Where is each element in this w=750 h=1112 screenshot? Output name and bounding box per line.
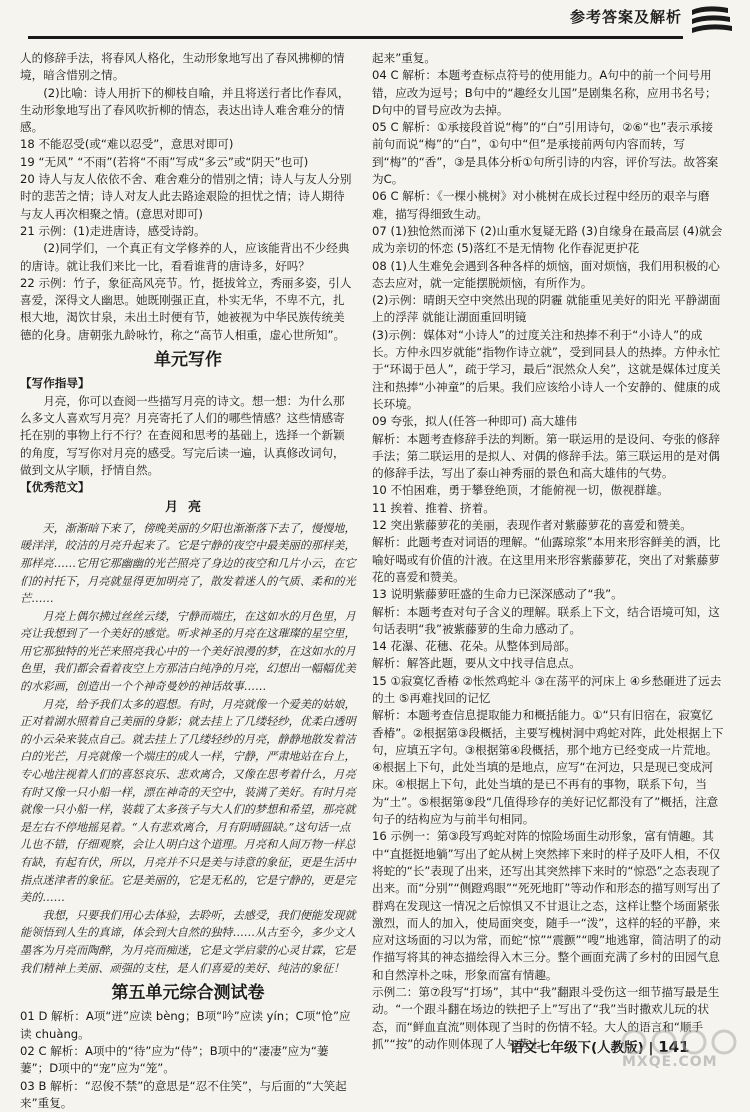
essay-paragraph: 天，渐渐暗下来了，傍晚美丽的夕阳也渐渐落下去了，慢慢地，暖洋洋，皎洁的月亮升起来了。它是宁静的夜空中最美丽的那样美，那样亮……它用它那幽幽的光芒照亮了身边的夜空和几片小云，在它们的衬托下，月亮就显得更加明亮了，散发着迷人的气质、柔和的光芒…… (20, 521, 356, 606)
answer-block: 解析：本题考查信息提取能力和概括能力。①“只有旧宿在，寂寞忆香椿”。②根据第③段概括，主要写槐树洞中鸡蛇对阵，此处根据上下句，应填五字句。③根据第④段概括，那个地方已经变成一片荒地。④根据上下句，此处当填的是地点，应写“在河边，只是现已变成河床。④根据上下句，此处当填的是已不再有的事物，联系下句，当为“土”。⑤根据第⑨段“几值得珍存的美好记忆都没有了”概括，注意句子的结构应为与前半句相同。 (372, 708, 724, 827)
section-title-writing: 单元写作 (154, 350, 222, 371)
essay-paragraph: 月亮，给予我们太多的遐想。有时，月亮就像一个爱美的姑娘，正对着湖水照着自己美丽的身影；就去挂上了几缕轻纱，优柔白透明的小云朵来装点自己。就去挂上了几缕轻纱的月亮，静静地散发着洁白的光芒，月亮就像一个端庄的成人一样，宁静，严肃地站在台上，专心地注视着人们的喜怒哀乐、悲欢离合，又像在思考着什么，月亮有时又像一只小船一样，漂在神奇的天空中，装满了美好。有时月亮就像一只小船一样，装载了太多孩子与大人们的梦想和希望，那亮就是左右不停地摇晃着。“人有悲欢离合，月有阴晴圆缺。”这句话一点儿也不错，仔细观察，会让人明白这个道理。月亮和人间万物一样总有缺，有起有伏，所以，月亮并不只是美与诗意的象征，更是生活中指点迷津者的象征。它是美丽的，它是无私的，它是宁静的，更是完美的…… (20, 697, 356, 905)
answer-block: 06 C 解析：《一棵小桃树》对小桃树在成长过程中经历的艰辛与磨难，描写得细致生动。 (372, 189, 710, 221)
essay-paragraph: 我想，只要我们用心去体验，去聆听，去感受，我们便能发现就能领悟到人生的真谛，体会到大自然的独特……从古至今，多少文人墨客为月亮而陶醉，为月亮而痴迷，它是文学启蒙的心灵甘霖，它是我们精神上美丽、顽强的支柱，是人们喜爱的美好、纯洁的象征！ (20, 908, 356, 975)
left-column (20, 50, 356, 1112)
book-logo-icon (688, 2, 734, 38)
answer-block: 10 不怕困难，勇于攀登绝顶，才能俯视一切，傲视群雄。 (372, 483, 669, 498)
answer-block: 解析：本题考查修辞手法的判断。第一联运用的是设问、夸张的修辞手法；第二联运用的是拟人、对偶的修辞手法。第三联运用的是对偶的修辞手法，写出了泰山神秀丽的景色和高大雄伟的气势。 (372, 431, 720, 481)
answer-block: 21 示例：(1)走进唐诗，感受诗韵。 (20, 223, 206, 238)
answer-block: 19 “无风” “不雨”(若将“不雨”写成“多云”或“阴天”也可) (20, 154, 309, 169)
answer-block: 18 不能忍受(或“难以忍受”，意思对即可) (20, 137, 234, 152)
answer-block: 20 诗人与友人依依不舍、难舍难分的惜别之情；诗人与友人分别时的悲苦之情；诗人对友人此去路途艰险的担忧之情；诗人期待与友人再次相聚之情。(意思对即可) (20, 172, 352, 221)
answer-block: 解析：本题考查对句子含义的理解。联系上下文，结合语境可知，这句话表明“我”被紫藤萝的生命力感动了。 (372, 604, 720, 636)
page-number: 141 (658, 1038, 690, 1056)
answer-block: 人的修辞手法，将春风人格化，生动形象地写出了春风拂柳的情境，暗含惜别之情。 (20, 51, 345, 83)
answer-block: (2)示例：晴朗天空中突然出现的阴霾 就能重见美好的阳光 平静湖面上的浮萍 就能让湖面重回明镜 (372, 293, 721, 325)
answer-block: 12 突出紫藤萝花的美丽，表现作者对紫藤萝花的喜爱和赞美。 (372, 518, 692, 533)
footer-book-title: 语文七年级下(人教版) (510, 1040, 644, 1056)
answer-block: 09 夸张，拟人(任答一种即可) 高大雄伟 (372, 414, 578, 429)
right-column (372, 50, 724, 1053)
answer-block: 11 挨着、推着、挤着。 (372, 500, 495, 515)
essay-body (20, 520, 356, 977)
answer-block: 03 B 解析：“忍俊不禁”的意思是“忍不住笑”，与后面的“大笑起来”重复。 (20, 1078, 347, 1110)
answer-block: 13 说明紫藤萝旺盛的生命力已深深感动了“我”。 (372, 587, 623, 602)
answer-block: (2)同学们，一个真正有文学修养的人，应该能背出不少经典的唐诗。就让我们来比一比，看看谁背的唐诗多，好吗？ (20, 241, 350, 273)
answer-block: 22 示例：竹子，象征高风亮节。竹，挺拔耸立，秀丽多姿，引人喜爱，深得文人幽思。她既刚强正直，朴实无华，不卑不亢，扎根大地，渴饮甘泉，未出土时便有节，她被视为中华民族传统美德的化身。唐朝张九龄咏竹，称之“高节人相重，虚心世所知”。 (20, 275, 352, 342)
section-title-test: 第五单元综合测试卷 (111, 983, 265, 1004)
answer-block: (2)比喻：诗人用折下的柳枝自喻，并且将送行者比作春风，生动形象地写出了春风吹折柳的情态，表达出诗人难舍难分的情感。 (20, 85, 350, 135)
answer-block: 02 C 解析：A项中的“待”应为“侍”；B项中的“凄凄”应为“萋萋”；D项中的“宠”应为“笼”。 (20, 1044, 329, 1076)
answer-block: 起来”重复。 (372, 51, 436, 65)
sample-label: 【优秀范文】 (20, 480, 90, 495)
header-rule (28, 36, 683, 39)
essay-title: 月亮 (164, 500, 211, 516)
answer-block: 示例二：第⑦段写“打场”，其中“我”翻跟斗受伤这一细节描写最是生动。“一个跟斗翻在场边的铁把子上”写出了“我”当时撒欢儿玩的状态，而“鲜血直流”则体现了当时的伤情不轻。大人的语言和“顺手抓”“按”的动作则体现了人与黄土 (372, 985, 720, 1051)
answer-block: 16 示例一：第③段写鸡蛇对阵的惊险场面生动形象，富有情趣。其中“直挺挺地躺”写出了蛇从树上突然摔下来时的样子及吓人相，不仅将蛇的“长”表现了出来，还写出其突然摔下来时的“惊恐”之态表现了出来。而“分别”“侧蹬鸡眼”“死死地盯”等动作和形态的描写则写出了群鸡在发现这一情况之后惊惧又不甘退让之态，这样让整个场面紧张激烈，而人的加入，使局面突变，随手一“泼”，这样的轻的平静，来应对这场面的习以为常，而蛇“惊”“震颤”“嗖”地逃窜，简洁明了的动作描写将其的神态描绘得入木三分。整个画面充满了乡村的田园气息和自然淳朴之味，形象而富有情趣。 (372, 829, 722, 982)
answer-block: (3)示例：媒体对“小诗人”的过度关注和热捧不利于“小诗人”的成长。方仲永四岁就能“指物作诗立就”，受到同县人的热捧。方仲永忙于“环谒于邑人”，疏于学习，最后“泯然众人矣”，这就是媒体过度关注和热捧“小神童”的后果。我们应该给小诗人一个安静的、健康的成长环境。 (372, 327, 721, 411)
answer-block: 08 (1)人生难免会遇到各种各样的烦恼，面对烦恼，我们用积极的心态去应对，就一定能摆脱烦恼，有所作为。 (372, 258, 720, 290)
page-footer: 语文七年级下(人教版) | 141 (510, 1038, 690, 1056)
essay-paragraph: 月亮上偶尔拂过丝丝云缕，宁静而端庄，在这如水的月色里，月亮让我想到了一个美好的感觉。听求神圣的月亮在这璀璨的星空里，用它那独特的光芒来照亮我心中的一个美好浪漫的梦，在这如水的月色里，我们都会看着夜空上方那洁白纯净的月亮，幻想出一幅幅优美的水彩画，创造出一个个神奇曼妙的神话故事…… (20, 609, 356, 694)
watermark-url: MXQE.COM (622, 1054, 718, 1070)
answer-block: 01 D 解析：A项“迸”应读 bèng；B项“吟”应读 yín；C项“怆”应读 chuàng。 (20, 1009, 351, 1041)
watermark-logo-icon (612, 1028, 742, 1056)
answer-block: 14 花瀑、花穗、花朵。从整体到局部。 (372, 639, 576, 654)
watermark (612, 1028, 742, 1074)
guide-label: 【写作指导】 (20, 376, 90, 391)
answer-block: 05 C 解析：①承接段首说“梅”的“白”引用诗句，②⑥“也”表示承接前句而说“梅”的“白”，①句中“但”是承接前两句内容而转，写到“梅”的“香”，③是具体分析①句所引诗的内容，评价写法。故答案为C。 (372, 120, 719, 187)
header-title: 参考答案及解析 (569, 8, 682, 26)
answer-block: 解析：此题考查对词语的理解。“仙露琼浆”本用来形容鲜美的酒，比喻好喝或有价值的汁液。在这里用来形容紫藤萝花，突出了对紫藤萝花的喜爱和赞美。 (372, 535, 721, 584)
answer-block: 15 ①寂寞忆香椿 ②怅然鸡蛇斗 ③在荡平的河床上 ④乡愁砸进了远去的土 ⑤再难找回的记忆 (372, 673, 722, 705)
guide-text: 月亮，你可以查阅一些描写月亮的诗文。想一想：为什么那么多文人喜欢写月亮？月亮寄托了人们的哪些情感？这些情感寄托在别的事物上行不行？在查阅和思考的基础上，选择一个新颖的角度，写写你对月亮的感受。写完后读一遍，认真修改词句，做到文从字顺，抒情自然。 (20, 393, 345, 477)
answer-block: 解析：解答此题，要从文中找寻信息点。 (372, 656, 581, 671)
answer-block: 07 (1)独怆然而涕下 (2)山重水复疑无路 (3)自缘身在最高层 (4)就会成为亲切的怀恋 (5)落红不是无情物 化作春泥更护花 (372, 223, 723, 256)
page-header (28, 0, 740, 44)
answer-block: 04 C 解析：本题考查标点符号的使用能力。A句中的前一个问号用错，应改为逗号；B句中的“趣经女儿国”是剧集名称，应用书名号；D句中的冒号应改为去掉。 (372, 68, 717, 117)
